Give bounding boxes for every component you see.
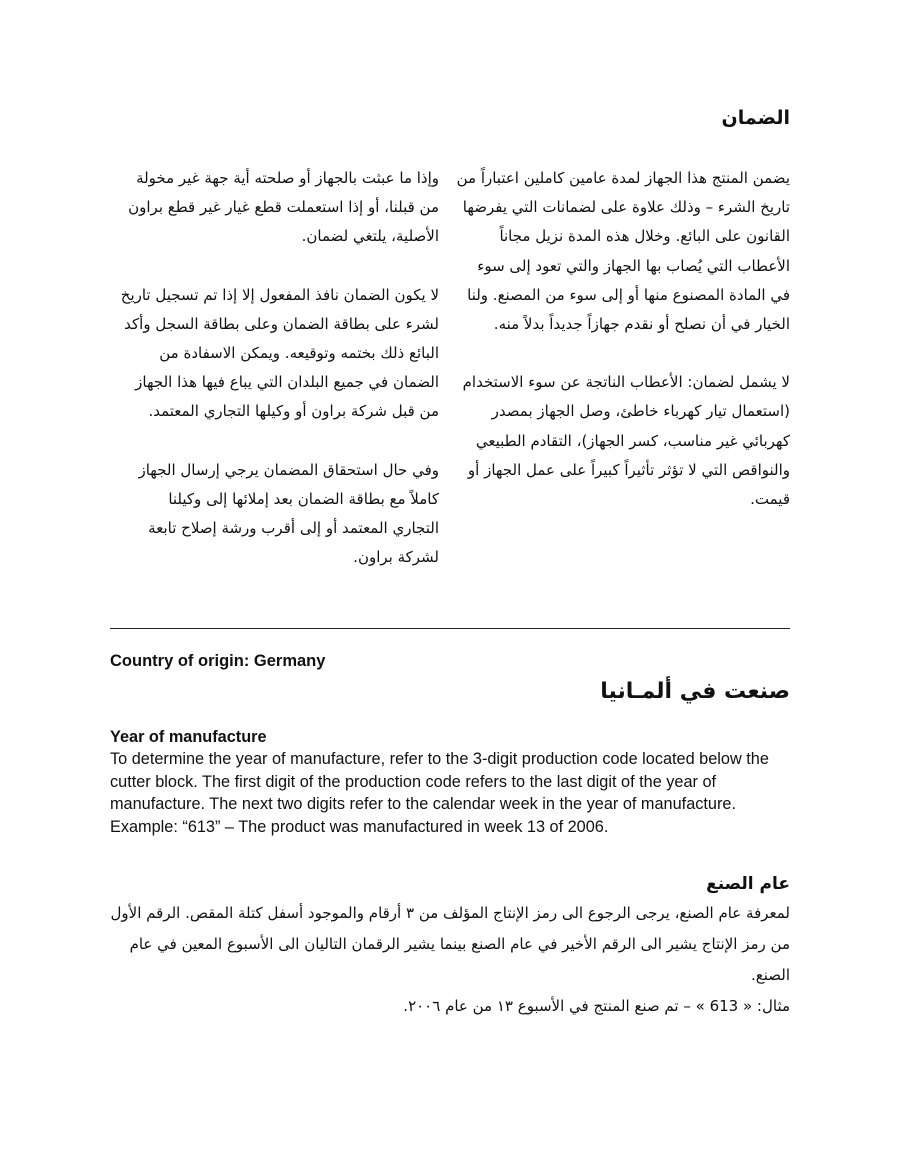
warranty-paragraph: يضمن المنتج هذا الجهاز لمدة عامين كاملين اعتباراً من تاريخ الشرء – وذلك علاوة على لضمانات التي يفرضها القانون على البائع. وخلال هذه المدة نزيل مجاناً الأعطاب التي يُصاب بها الجهاز والتي تعود إلى سوء في المادة المصنوع منها أو إلى سوء من المصنع. ولنا الخيار في أن نصلح أو نقدم جهازاً جديداً بدلاً منه. — [456, 169, 790, 334]
year-of-manufacture-heading-arabic: عام الصنع — [706, 874, 790, 894]
year-of-manufacture-body-arabic: لمعرفة عام الصنع، يرجى الرجوع الى رمز الإنتاج المؤلف من ٣ أرقام والموجود أسفل كتلة المقص. الرقم الأول من رمز الإنتاج يشير الى الرقم الأخير في عام الصنع بينما يشير الرقمان التاليان الى الأسبوع المعين في عام الصنع. — [110, 904, 790, 984]
year-of-manufacture-section — [110, 726, 800, 838]
warranty-paragraph: وفي حال استحقاق المضمان يرجي إرسال الجهاز كاملاً مع بطاقة الضمان بعد إملائها إلى وكيلنا التجاري المعتمد أو إلى أقرب ورشة إصلاح تابعة لشركة براون. — [138, 460, 439, 567]
warranty-paragraph: لا يشمل لضمان: الأعطاب الناتجة عن سوء الاستخدام (استعمال تيار كهرباء خاطئ، وصل الجهاز بمصدر كهربائي غير مناسب، كسر الجهاز)، التقادم الطبيعي والنواقص التي لا تؤثر تأثيراً كبيراً على عمل الجهاز أو قيمت. — [462, 373, 790, 509]
section-divider — [110, 628, 790, 629]
year-of-manufacture-heading: Year of manufacture — [110, 728, 267, 746]
country-of-origin-arabic: صنعت في ألمـانيا — [600, 679, 790, 704]
year-of-manufacture-example: Example: “613” – The product was manufactured in week 13 of 2006. — [110, 817, 609, 836]
warranty-left-column — [118, 164, 439, 572]
warranty-paragraph: لا يكون الضمان نافذ المفعول إلا إذا تم تسجيل تاريخ لشرء على بطاقة الضمان وعلى بطاقة السجل وأكد البائع ذلك بختمه وتوقيعه. ويمكن الاسفادة من الضمان في جميع البلدان التي يباع فيها هذا الجهاز من قبل شركة براون أو وكيلها التجاري المعتمد. — [120, 285, 439, 421]
warranty-right-column — [455, 164, 790, 514]
year-of-manufacture-example-arabic: مثال: « 613 » – تم صنع المنتج في الأسبوع ١٣ من عام ٢٠٠٦. — [403, 997, 790, 1015]
country-of-origin: Country of origin: Germany — [110, 652, 326, 670]
warranty-title: الضمان — [721, 107, 790, 129]
year-of-manufacture-arabic-section — [100, 898, 790, 1022]
year-of-manufacture-body: To determine the year of manufacture, refer to the 3-digit production code located below the cutter block. The first digit of the production code refers to the last digit of the year of manufacture. The next two digits refer to the calendar week in the year of manufacture. — [110, 750, 769, 814]
warranty-paragraph: وإذا ما عبثت بالجهاز أو صلحته أية جهة غير مخولة من قبلنا، أو إذا استعملت قطع غيار غير قطع براون الأصلية، يلتغي لضمان. — [128, 169, 439, 246]
